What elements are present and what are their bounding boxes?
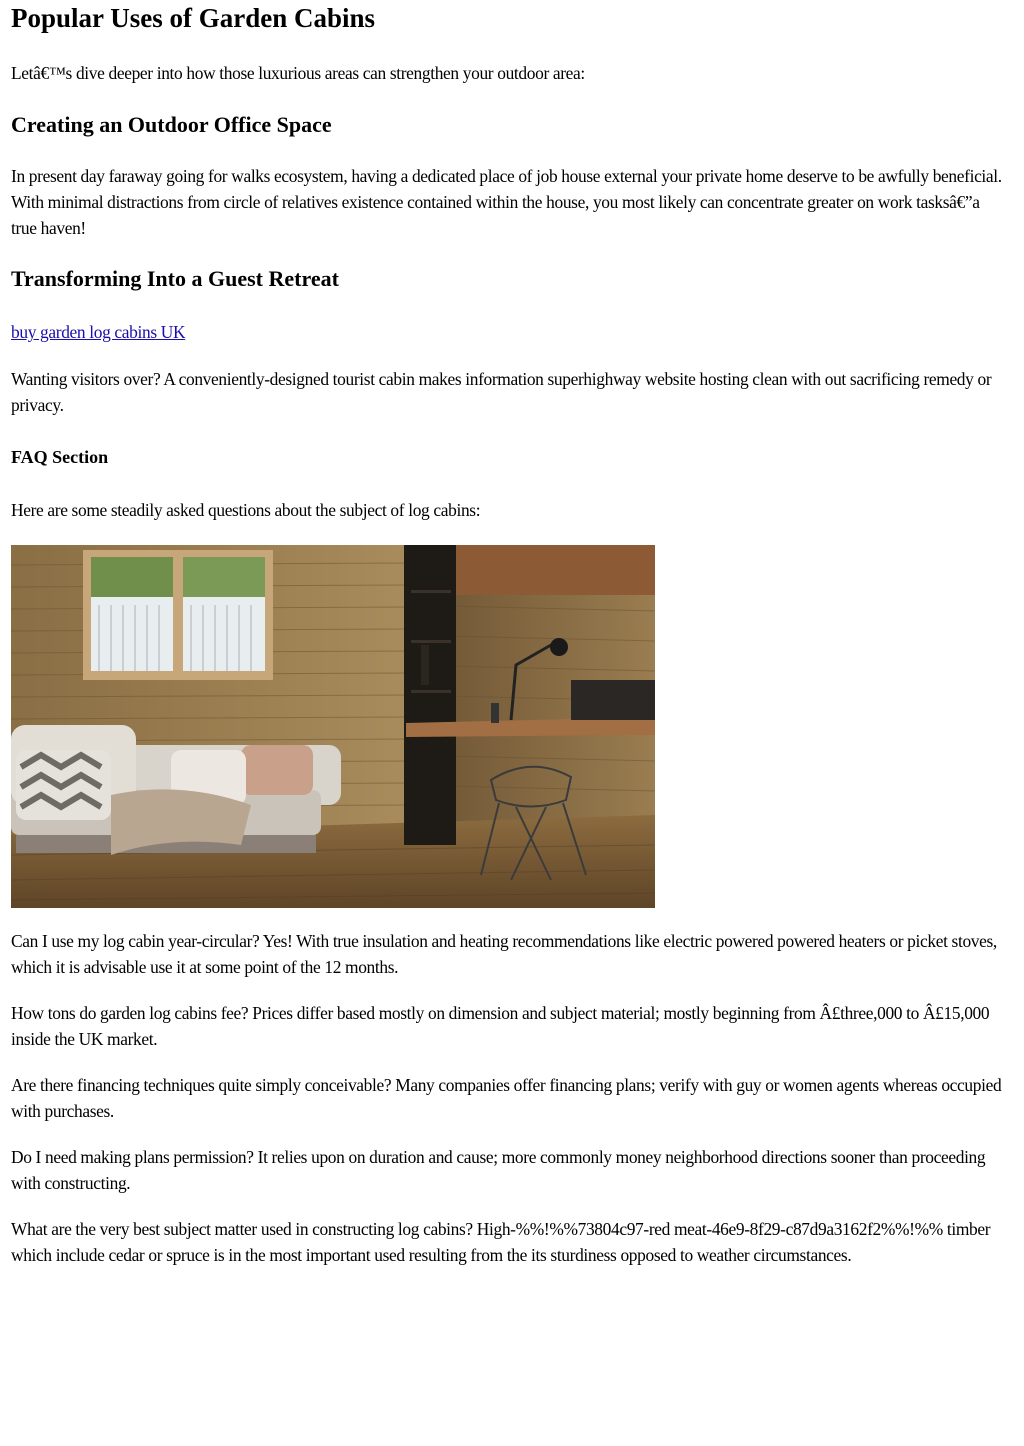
faq-item: How tons do garden log cabins fee? Prices differ based mostly on dimension and subject material; mostly beginning from Â£three,000 to Â£15,000 inside the UK market. — [11, 1003, 990, 1049]
buy-log-cabins-link[interactable]: buy garden log cabins UK — [11, 322, 186, 342]
faq-heading: FAQ Section — [11, 447, 109, 467]
faq-item: Are there financing techniques quite simply conceivable? Many companies offer financing plans; verify with guy or women agents whereas occupied with purchases. — [11, 1075, 1002, 1121]
page-title: Popular Uses of Garden Cabins — [11, 3, 376, 33]
faq-item: Can I use my log cabin year-circular? Yes! With true insulation and heating recommendations like electric powered powered heaters or picket stoves, which it is advisable use it at some point of the 12 months. — [11, 931, 997, 977]
cabin-interior-illustration — [11, 545, 655, 908]
guest-heading: Transforming Into a Guest Retreat — [11, 266, 339, 291]
guest-paragraph: Wanting visitors over? A conveniently-designed tourist cabin makes information superhighway website hosting clean with out sacrificing remedy or privacy. — [11, 369, 992, 415]
faq-item: What are the very best subject matter used in constructing log cabins? High-%%!%%73804c97-red meat-46e9-8f29-c87d9a3162f2%%!%% timber which include cedar or spruce is in the most important used resulting from the its sturdiness opposed to weather circumstances. — [11, 1219, 991, 1265]
intro-paragraph: Letâ€™s dive deeper into how those luxurious areas can strengthen your outdoor area: — [11, 63, 585, 83]
guest-link-paragraph — [11, 319, 1006, 345]
faq-item: Do I need making plans permission? It relies upon on duration and cause; more commonly money neighborhood directions sooner than proceeding with constructing. — [11, 1147, 986, 1193]
office-heading: Creating an Outdoor Office Space — [11, 112, 332, 137]
office-paragraph: In present day faraway going for walks ecosystem, having a dedicated place of job house external your private home deserve to be awfully beneficial. With minimal distractions from circle of relatives existence contained within the house, you most likely can concentrate greater on work tasksâ€”a true haven! — [11, 166, 1002, 238]
faq-intro: Here are some steadily asked questions about the subject of log cabins: — [11, 500, 481, 520]
cabin-interior-photo — [11, 545, 655, 908]
